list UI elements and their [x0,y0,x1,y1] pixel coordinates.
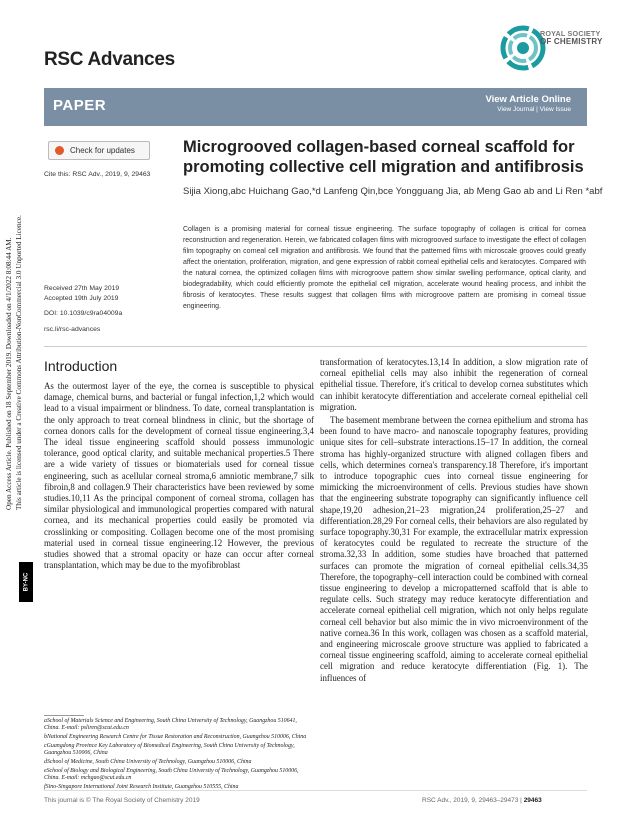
side-line-license[interactable]: This article is licensed under a Creative Commons Attribution-NonCommercial 3.0 Unported Licence. [15,215,23,510]
journal-name: RSC Advances [44,49,175,70]
author-list: Sijia Xiong,abc Huichang Gao,*d Lanfeng Qin,bce Yongguang Jia, ab Meng Gao ab and Li Ren *abf [183,186,603,197]
check-updates-label: Check for updates [70,146,135,155]
body-column-right [320,357,588,684]
footer-rule [44,790,587,791]
copyright-footer: This journal is © The Royal Society of Chemistry 2019 [44,797,200,804]
view-online-link[interactable]: View Article Online [485,94,571,105]
footnote-rule [44,715,84,716]
article-title: Microgrooved collagen-based corneal scaffold for promoting collective cell migration and antifibrosis [183,138,584,176]
check-updates-button[interactable] [48,141,150,160]
side-notice [4,90,40,592]
affiliations [44,718,314,792]
journal-link[interactable]: rsc.li/rsc-advances [44,326,101,333]
affiliation-d: dSchool of Medicine, South China University of Technology, Guangzhou 510006, China [44,758,252,765]
section-heading-introduction: Introduction [44,358,118,374]
affiliation-e: eSchool of Biology and Biological Engineering, South China University of Technology, Guangzhou 510006, China. E-mail: mchgao@scut.edu.cn [44,767,299,782]
page-number: 29463 [523,797,542,804]
dates [44,284,119,303]
affiliation-b: bNational Engineering Research Centre for Tissue Restoration and Reconstruction, Guangzhou 510006, China [44,734,307,741]
divider [44,346,587,347]
affiliation-c: cGuangdong Province Key Laboratory of Biomedical Engineering, South China University of Technology, Guangzhou 510006, China [44,742,295,757]
abstract: Collagen is a promising material for corneal tissue engineering. The surface topography of collagen is critical for cornea reconstruction and regeneration. Herein, we fabricated collagen films with microgrooved surface to investigate the effect of collagen film topography on corneal cell migration and antifibrosis. We found that the patterned films with microscale grooves could greatly affect the orientation, proliferation, migration, and gene expression of rabbit corneal epithelial cells and keratocytes. Compared with the natural cornea, the optimized collagen films with microgroove pattern show similar swelling performance, optical clarity, and biodegradability, which could efficiently promote the epithelial cell migration, accelerate wound healing process, and inhibit the fibrosis of keratocytes. These results suggest that collagen films with microgroove pattern are promising in corneal tissue engineering. [183,226,586,310]
article-type-label: PAPER [53,97,107,114]
footer-citation: RSC Adv., 2019, 9, 29463–29473 | [422,797,522,804]
page-footer [422,797,542,804]
affiliation-f: fSino-Singapore International Joint Research Institute, Guangzhou 510555, China [44,783,239,790]
doi[interactable]: DOI: 10.1039/c9ra04009a [44,310,123,317]
affiliation-a: aSchool of Materials Science and Engineering, South China University of Technology, Guangzhou 510641, China. E-mail: psliren@scut.edu.cn [44,718,297,732]
journal-issue-links[interactable]: View Journal | View Issue [497,106,571,113]
received-date: Received 27th May 2019 [44,285,120,292]
intro-paragraph-3: The basement membrane between the cornea epithelium and stroma has been found to have macro- and nanoscale topography features, providing unique sites for cell–substrate interactions.15–17 In addition, the corneal stroma has highly-organized structure with aligned collagen fibers and cells, which determines cornea's transparency.18 Therefore, it's important to introduce topographic cues into corneal tissue engineering for mimicking the microenvironment of cells. Previous studies have shown that the engineering substrate topography can significantly influence cell shape,19,20 adhesion,21–23 migration,24 proliferation,25–27 and differentiation.28,29 For corneal cells, their behaviors are also regulated by surface topography.30,31 For example, the extracellular matrix expression of keratocytes could be regulated to recreate the structure of the stroma.32,33 In addition, some studies have broached that patterned surfaces can promote the migration of corneal epithelial cells.34,35 Therefore, the topography–cell interaction could be combined with corneal tissue engineering to develop a micropatterned scaffold that is able to regulate cells. Such strategy may reduce keratocyte differentiation and accelerate corneal epithelial cell migration, which not only helps regulate corneal cell behavior but also mimic the in vivo microenvironment of the native cornea.36 In this work, collagen was chosen as a scaffold material, and engineering microscale groove structure was applied to fabricated a corneal tissue engineering scaffold, aiming to accelerate corneal epithelial cell migration and reduce keratocyte differentiation (Fig. 1). The influences of [320,415,588,683]
intro-paragraph-1: As the outermost layer of the eye, the cornea is susceptible to physical damage, chemical burns, and bacterial or fungal infection,1,2 which would lead to a visual impairment or blindness. To date, corneal transplantation is the only approach to treat corneal blindness in clinic, but the shortage of cornea donors calls for the development of corneal tissue engineering.3,4 The ideal tissue engineering scaffold should possess immunologic tolerance, good optical clarity, and suitable mechanical properties.5 There are a wide variety of tissues or biomaterials used for corneal tissue engineering, such as acellular corneal stroma,6 amniotic membrane,7 silk fibroin,8 and collagen.9 Their characteristics have been reviewed by some studies.10,11 As the principal component of corneal stroma, collagen has similar physiological and immunological properties compared with natural cornea, and its mechanical properties could easily be promoted via crosslinking or compositing. Collagen become one of the most promising material used in corneal tissue engineering.12 However, the previous studies showed that a stromal opacity or haze can occur after corneal transplantation, which may be due to the myofibroblast [44,381,314,571]
side-line-published: Open Access Article. Published on 18 September 2019. Downloaded on 4/1/2022 8:08:44 AM. [5,237,13,510]
cc-license-badge[interactable]: BY-NC [19,562,33,602]
body-column-left [44,381,314,571]
accepted-date: Accepted 19th July 2019 [44,294,119,302]
rsc-logo-text: ROYAL SOCIETY OF CHEMISTRY [540,29,603,46]
cite-this: Cite this: RSC Adv., 2019, 9, 29463 [44,171,151,178]
article-type-banner [44,88,587,126]
check-updates-icon [55,146,64,155]
intro-paragraph-2: transformation of keratocytes.13,14 In addition, a slow migration rate of corneal epithelial cells may also inhibit the regeneration of corneal epithelial tissue. Therefore, it's critical to develop cornea substitutes which can inhibit keratocyte differentiation and accelerate corneal epithelial cell migration. [320,357,588,412]
